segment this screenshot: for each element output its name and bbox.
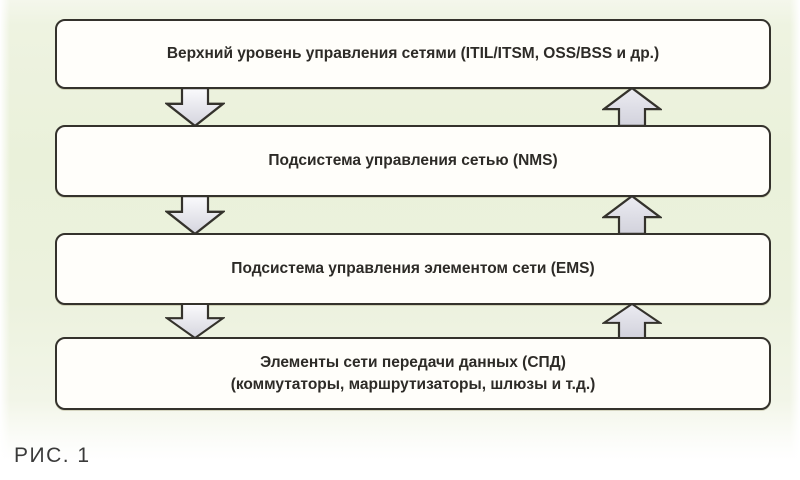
box-network-elements-label-line2: (коммутаторы, маршрутизаторы, шлюзы и т.д.) xyxy=(230,375,596,393)
up-arrow-2-icon xyxy=(602,195,662,235)
down-arrow-3-icon xyxy=(165,303,225,339)
scan-edge-fade-right xyxy=(790,0,800,480)
down-arrow-1-icon xyxy=(165,87,225,127)
box-ems-label: Подсистема управления элементом сети (EMS) xyxy=(231,260,595,278)
box-top-level-management xyxy=(55,19,771,89)
box-ems xyxy=(55,233,771,305)
figure-caption: РИС. 1 xyxy=(14,444,91,467)
up-arrow-1-icon xyxy=(602,87,662,127)
box-nms xyxy=(55,125,771,197)
scan-edge-fade-left xyxy=(0,0,10,480)
up-arrow-3-icon xyxy=(602,303,662,339)
box-network-elements xyxy=(55,337,771,410)
box-nms-label: Подсистема управления сетью (NMS) xyxy=(268,152,558,170)
down-arrow-2-icon xyxy=(165,195,225,235)
box-top-level-label: Верхний уровень управления сетями (ITIL/ITSM, OSS/BSS и др.) xyxy=(166,45,660,63)
box-network-elements-label-line1: Элементы сети передачи данных (СПД) xyxy=(260,353,566,371)
